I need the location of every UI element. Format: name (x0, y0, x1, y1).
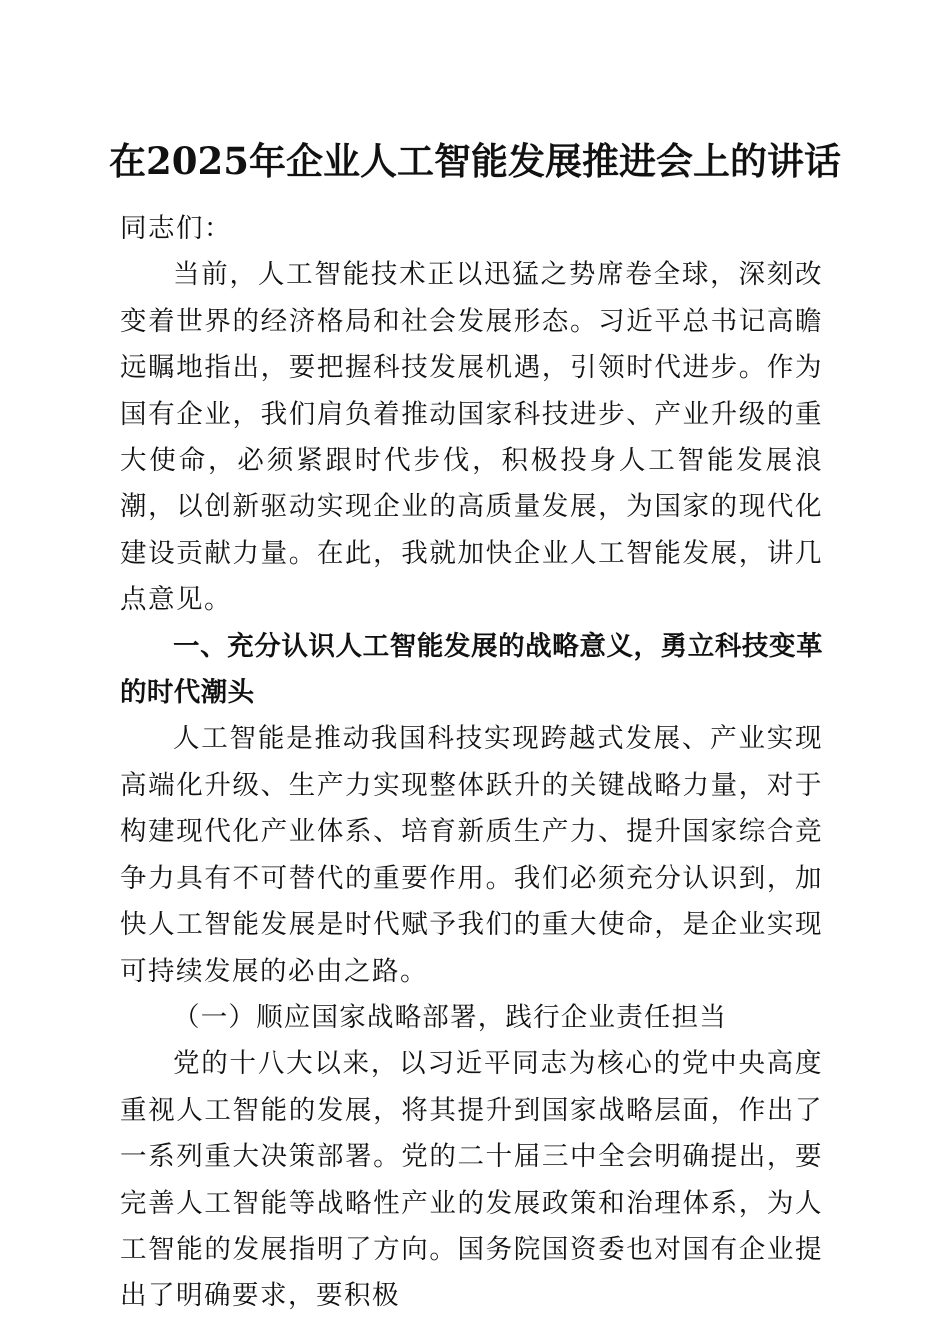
subsection-heading-1: （一）顺应国家战略部署，践行企业责任担当 (173, 1001, 727, 1033)
salutation: 同志们： (120, 213, 232, 244)
document-body (120, 206, 823, 1320)
body-paragraph-intro: 当前，人工智能技术正以迅猛之势席卷全球，深刻改变着世界的经济格局和社会发展形态。习近平总书记高瞻远瞩地指出，要把握科技发展机遇，引领时代进步。作为国有企业，我们肩负着推动国家科技进步、产业升级的重大使命，必须紧跟时代步伐，积极投身人工智能发展浪潮，以创新驱动实现企业的高质量发展，为国家的现代化建设贡献力量。在此，我就加快企业人工智能发展，讲几点意见。 (120, 259, 823, 616)
body-paragraph-subsection-1: 党的十八大以来，以习近平同志为核心的党中央高度重视人工智能的发展，将其提升到国家战略层面，作出了一系列重大决策部署。党的二十届三中全会明确提出，要完善人工智能等战略性产业的发展政策和治理体系，为人工智能的发展指明了方向。国务院国资委也对国有企业提出了明确要求，要积极 (120, 1048, 823, 1312)
document-title: 在2025年企业人工智能发展推进会上的讲话 (109, 139, 841, 183)
section-heading-1: 一、充分认识人工智能发展的战略意义，勇立科技变革的时代潮头 (120, 630, 823, 709)
body-paragraph-section-1: 人工智能是推动我国科技实现跨越式发展、产业实现高端化升级、生产力实现整体跃升的关键战略力量，对于构建现代化产业体系、培育新质生产力、提升国家综合竞争力具有不可替代的重要作用。我们必须充分认识到，加快人工智能发展是时代赋予我们的重大使命，是企业实现可持续发展的必由之路。 (120, 723, 823, 987)
